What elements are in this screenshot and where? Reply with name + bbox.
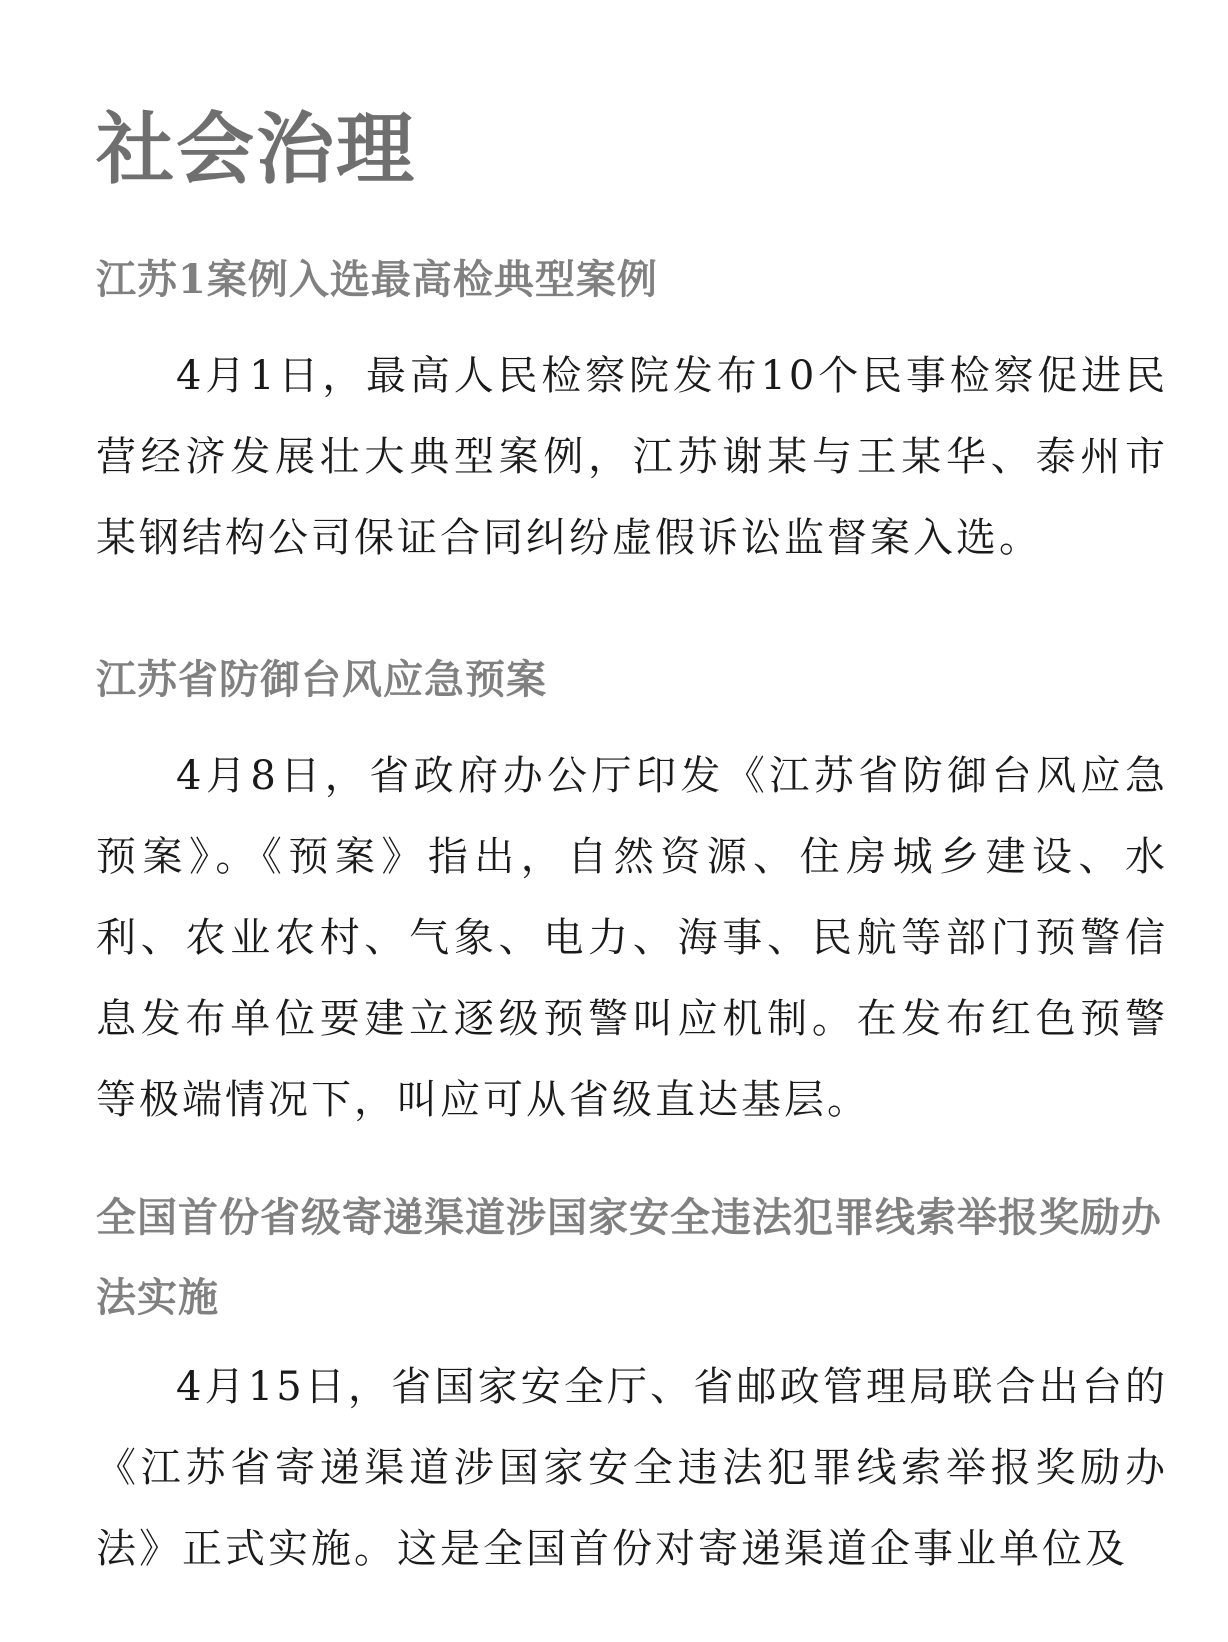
article-body-3: 4月15日，省国家安全厅、省邮政管理局联合出台的《江苏省寄递渠道涉国家安全违法犯罪线索举报奖励办法》正式实施。这是全国首份对寄递渠道企事业单位及 [96,1364,1168,1572]
article-heading-2: 江苏省防御台风应急预案 [96,656,547,703]
article-body-2: 4月8日，省政府办公厅印发《江苏省防御台风应急预案》。《预案》指出，自然资源、住房城乡建设、水利、农业农村、气象、电力、海事、民航等部门预警信息发布单位要建立逐级预警叫应机制。在发布红色预警等极端情况下，叫应可从省级直达基层。 [96,753,1168,1123]
article-heading-3: 全国首份省级寄递渠道涉国家安全违法犯罪线索举报奖励办法实施 [96,1194,1162,1321]
article-heading-1: 江苏1案例入选最高检典型案例 [96,256,658,303]
article-body-1: 4月1日，最高人民检察院发布10个民事检察促进民营经济发展壮大典型案例，江苏谢某与王某华、泰州市某钢结构公司保证合同纠纷虚假诉讼监督案入选。 [96,353,1168,561]
section-title: 社会治理 [96,105,417,195]
